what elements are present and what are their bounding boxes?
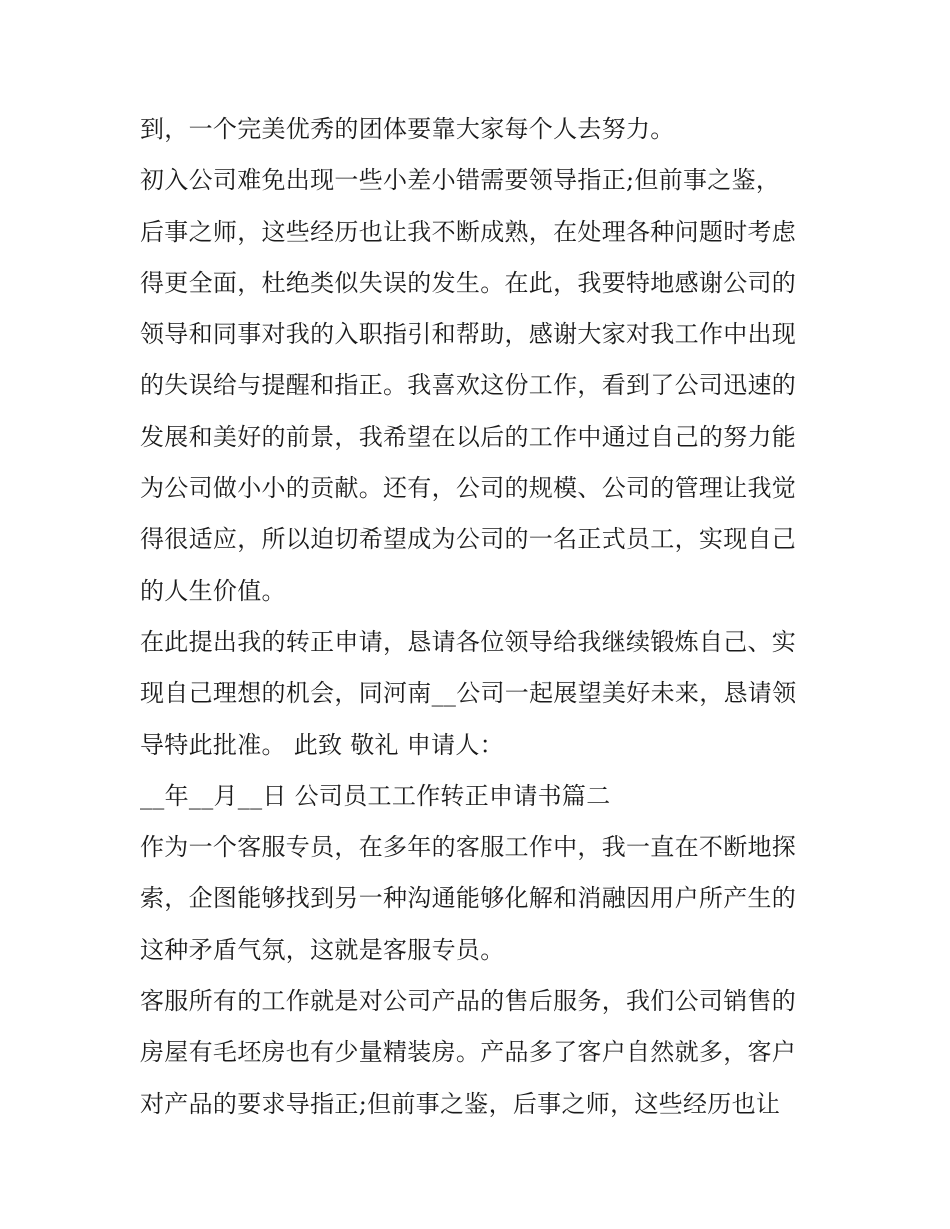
text-line: 得很适应，所以迫切希望成为公司的一名正式员工，实现自己 bbox=[140, 525, 797, 554]
text-line: 到，一个完美优秀的团体要靠大家每个人去努力。 bbox=[140, 115, 675, 143]
text-line: 客服所有的工作就是对公司产品的售后服务，我们公司销售的 bbox=[140, 987, 797, 1016]
text-line: 索，企图能够找到另一种沟通能够化解和消融因用户所产生的 bbox=[140, 884, 797, 913]
text-line: 现自己理想的机会，同河南__公司一起展望美好未来，恳请领 bbox=[140, 679, 797, 708]
text-line: 为公司做小小的贡献。还有，公司的规模、公司的管理让我觉 bbox=[140, 474, 797, 503]
text-line: 在此提出我的转正申请，恳请各位领导给我继续锻炼自己、实 bbox=[140, 627, 797, 656]
text-line: 领导和同事对我的入职指引和帮助，感谢大家对我工作中出现 bbox=[140, 320, 797, 349]
text-line: 发展和美好的前景，我希望在以后的工作中通过自己的努力能 bbox=[140, 422, 797, 451]
document-body bbox=[140, 104, 820, 1130]
section-heading-line: __年__月__日 公司员工工作转正申请书篇二 bbox=[140, 781, 611, 810]
text-line: 初入公司难免出现一些小差小错需要领导指正;但前事之鉴， bbox=[140, 166, 781, 195]
text-line: 的人生价值。 bbox=[140, 576, 286, 605]
text-line: 得更全面，杜绝类似失误的发生。在此，我要特地感谢公司的 bbox=[140, 268, 797, 297]
text-line: 作为一个客服专员，在多年的客服工作中，我一直在不断地探 bbox=[140, 833, 797, 862]
text-line: 这种矛盾气氛，这就是客服专员。 bbox=[140, 935, 505, 964]
text-line: 的失误给与提醒和指正。我喜欢这份工作，看到了公司迅速的 bbox=[140, 371, 797, 400]
text-line: 导特此批准。 此致 敬礼 申请人： bbox=[140, 730, 504, 759]
text-line: 对产品的要求导指正;但前事之鉴，后事之师，这些经历也让 bbox=[140, 1089, 781, 1118]
text-line: 房屋有毛坯房也有少量精装房。产品多了客户自然就多，客户 bbox=[140, 1038, 797, 1067]
text-line: 后事之师，这些经历也让我不断成熟，在处理各种问题时考虑 bbox=[140, 217, 797, 246]
